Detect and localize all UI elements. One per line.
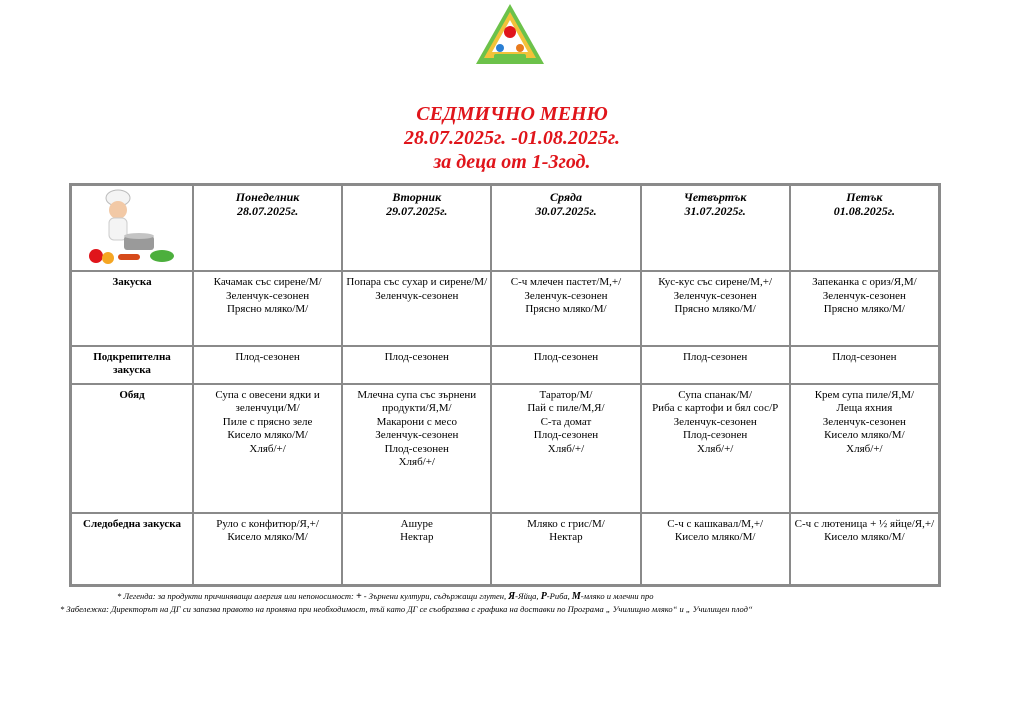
menu-item: Нектар [549,531,583,544]
menu-item: С-та домат [540,415,592,428]
menu-cell [491,513,640,585]
weekly-menu-table [69,183,941,587]
menu-item: Ашуре [400,517,433,530]
menu-item: Зеленчук-сезонен [673,289,757,302]
menu-cell [193,346,342,384]
menu-cell [641,346,790,384]
day-name: Вторник [392,190,442,204]
menu-item: Леща яхния [836,402,893,415]
menu-cell [491,384,640,513]
footnotes [60,590,1000,616]
menu-item: Таратор/М/ [539,388,593,401]
menu-cell [342,384,491,513]
menu-cell [491,346,640,384]
day-date: 29.07.2025г. [386,204,448,218]
menu-cell [790,513,939,585]
menu-item: Риба с картофи и бял сос/Р [652,402,779,415]
menu-item: Плод-сезонен [682,429,748,442]
remark-note: * Забележка: Директорът на ДГ си запазва правото на промяна при необходимост, тъй като ДГ се съобразява с графика на доставки по Програма „ Училищно мляко“ и „ Училищен плод“ [60,604,753,614]
menu-item: Пай с пиле/М,Я/ [527,402,605,415]
menu-item: Кисело мляко/М/ [824,429,905,442]
menu-cell [342,346,491,384]
table-header-row [71,185,939,271]
menu-item: Плод-сезонен [832,350,897,363]
menu-item: С-ч с лютеница + ½ яйце/Я,+/ [794,517,935,530]
menu-item: С-ч с кашкавал/М,+/ [667,517,764,530]
menu-item: Кус-кус със сирене/М,+/ [658,276,773,289]
menu-title: СЕДМИЧНО МЕНЮ [416,103,608,125]
legend-r-text: -Риба, [546,591,570,601]
menu-item: Зеленчук-сезонен [524,289,608,302]
menu-cell [193,271,342,345]
menu-item: Зеленчук-сезонен [375,289,459,302]
menu-item: Плод-сезонен [384,442,449,455]
menu-cell [193,384,342,513]
menu-cell [790,384,939,513]
chef-illustration-cell [71,185,193,271]
day-header-wednesday [491,185,640,271]
menu-item: Плод-сезонен [682,350,748,363]
menu-item: Зеленчук-сезонен [226,289,310,302]
day-date: 01.08.2025г. [833,204,896,218]
table-row [71,346,939,384]
menu-cell [641,513,790,585]
day-date: 28.07.2025г. [236,204,299,218]
menu-item: Зеленчук-сезонен [822,415,906,428]
menu-item: Плод-сезонен [384,350,449,363]
kindergarten-logo [472,2,548,70]
menu-item: Зеленчук-сезонен [673,415,757,428]
day-header-monday [193,185,342,271]
menu-item: Кисело мляко/М/ [674,531,756,544]
menu-item: Крем супа пиле/Я,М/ [814,388,915,401]
menu-item: Руло с конфитюр/Я,+/ [216,517,319,530]
menu-item: Прясно мляко/М/ [823,303,905,316]
menu-item: Запеканка с ориз/Я,М/ [812,276,917,289]
meal-label: Следобедна закуска [71,513,193,585]
allergen-legend [60,590,1000,603]
menu-item: Хляб/+/ [696,442,734,455]
menu-cell [342,271,491,345]
menu-item: Попара със сухар и сирене/М/ [346,276,488,289]
menu-item: Макарони с месо [376,415,457,428]
menu-item: Пиле с прясно зеле [222,415,313,428]
menu-item: Плод-сезонен [533,429,599,442]
menu-cell [790,271,939,345]
table-row [71,271,939,345]
legend-r: Р [540,591,547,602]
menu-item: Хляб/+/ [547,442,585,455]
legend-plus-text: - Зърнени култури, съдържащи глутен, [363,591,507,601]
day-header-tuesday [342,185,491,271]
legend-m: М [571,591,581,602]
day-date: 31.07.2025г. [684,204,746,218]
menu-item: Кисело мляко/М/ [227,429,308,442]
menu-item: Кисело мляко/М/ [824,531,905,544]
day-name: Петък [846,190,883,204]
table-row [71,384,939,513]
menu-item: Качамак със сирене/М/ [213,276,322,289]
menu-cell [641,384,790,513]
day-name: Сряда [549,190,582,204]
menu-item: Хляб/+/ [398,456,435,469]
menu-cell [790,346,939,384]
menu-item: Нектар [400,531,434,544]
day-name: Понеделник [235,190,300,204]
day-name: Четвъртък [683,190,747,204]
menu-item: Плод-сезонен [533,350,599,363]
menu-cell [491,271,640,345]
meal-label: Обяд [71,384,193,513]
menu-title-block [0,102,1024,174]
day-header-thursday [641,185,790,271]
legend-plus: + [355,591,362,602]
table-row [71,513,939,585]
menu-item: Супа спанак/М/ [678,388,753,401]
menu-item: Млечна супа със зърнени продукти/Я,М/ [357,388,477,415]
day-date: 30.07.2025г. [535,204,597,218]
legend-prefix: * Легенда: за продукти причиняващи алергия или непоносимост: [117,591,354,601]
menu-audience: за деца от 1-3год. [433,151,591,173]
legend-ya: Я [508,591,516,602]
legend-ya-text: -Яйца, [515,591,539,601]
menu-item: Зеленчук-сезонен [822,289,906,302]
menu-item: Зеленчук-сезонен [375,429,459,442]
menu-item: Прясно мляко/М/ [525,303,607,316]
menu-item: Супа с овесени ядки и зеленчуци/М/ [215,388,320,415]
menu-item: Плод-сезонен [235,350,300,363]
menu-item: Хляб/+/ [249,442,286,455]
menu-cell [641,271,790,345]
legend-m-text: -мляко и млечни про [580,591,654,601]
menu-item: С-ч млечен пастет/М,+/ [510,276,622,289]
menu-item: Мляко с грис/М/ [527,517,605,530]
menu-item: Хляб/+/ [846,442,883,455]
menu-cell [193,513,342,585]
menu-cell [342,513,491,585]
menu-item: Прясно мляко/М/ [674,303,756,316]
meal-label: Подкрепителна закуска [71,346,193,384]
meal-label: Закуска [71,271,193,345]
menu-item: Прясно мляко/М/ [226,303,309,316]
menu-dates: 28.07.2025г. -01.08.2025г. [404,127,620,149]
meal-rows [71,271,939,585]
chef-child-illustration [82,188,182,268]
menu-item: Кисело мляко/М/ [227,531,308,544]
day-header-friday [790,185,939,271]
